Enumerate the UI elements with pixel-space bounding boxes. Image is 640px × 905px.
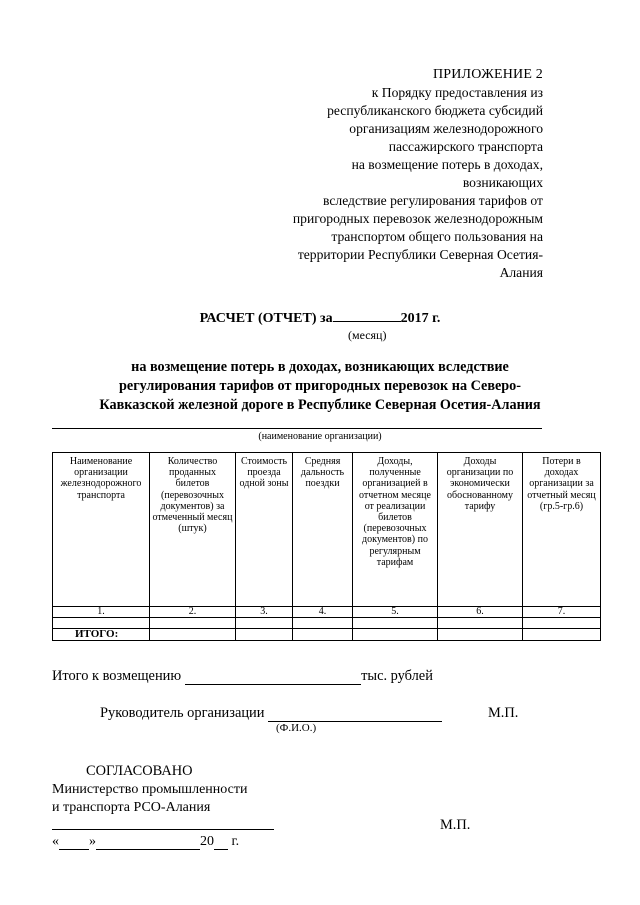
column-number: 2.	[150, 607, 236, 618]
table-cell[interactable]	[438, 618, 523, 629]
date-year: 20	[200, 834, 214, 849]
appendix-line: территории Республики Северная Осетия-	[297, 247, 543, 262]
signature-blank[interactable]	[268, 707, 442, 722]
month-blank[interactable]	[333, 309, 401, 322]
appendix-line: на возмещение потерь в доходах,	[351, 157, 543, 172]
appendix-line: Алания	[499, 265, 543, 280]
column-header: Потери в доходах организации за отчетный месяц (гр.5-гр.6)	[523, 453, 601, 607]
calculation-table	[52, 452, 601, 641]
subject-line: на возмещение потерь в доходах, возникающих вследствие	[131, 359, 509, 375]
appendix-line: республиканского бюджета субсидий	[327, 103, 543, 118]
date-open-quote: «	[52, 834, 59, 849]
ministry-block	[52, 781, 247, 817]
table-cell[interactable]	[236, 618, 293, 629]
column-number: 5.	[353, 607, 438, 618]
appendix-line: возникающих	[462, 175, 543, 190]
report-title-suffix: 2017 г.	[400, 311, 441, 326]
column-number: 7.	[523, 607, 601, 618]
appendix-line: пассажирского транспорта	[388, 139, 543, 154]
table-cell[interactable]	[438, 629, 523, 641]
column-header: Доходы, полученные организацией в отчетном месяце от реализации билетов (перевозочных документов) по регулярным тарифам	[353, 453, 438, 607]
day-blank[interactable]	[59, 836, 89, 850]
currency-label: тыс. рублей	[361, 668, 433, 684]
date-suffix: г.	[231, 834, 240, 849]
column-header: Стоимость проезда одной зоны	[236, 453, 293, 607]
date-line	[52, 834, 239, 850]
stamp-place: М.П.	[488, 705, 519, 721]
appendix-line: к Порядку предоставления из	[371, 85, 543, 100]
head-of-org-label: Руководитель организации	[100, 705, 265, 721]
total-to-compensation	[52, 668, 433, 685]
date-close-quote: »	[89, 834, 96, 849]
table-cell[interactable]	[353, 618, 438, 629]
table-row	[53, 607, 601, 618]
ministry-line: и транспорта РСО-Алания	[52, 800, 211, 815]
column-number: 3.	[236, 607, 293, 618]
month-caption: (месяц)	[348, 328, 387, 342]
month-name-blank[interactable]	[96, 836, 200, 850]
column-header: Количество проданных билетов (перевозочных документов) за отмеченный месяц (штук)	[150, 453, 236, 607]
org-name-blank[interactable]	[52, 428, 542, 429]
ministry-signature-blank[interactable]	[52, 829, 274, 830]
total-label: ИТОГО:	[53, 629, 150, 641]
org-caption: (наименование организации)	[258, 431, 382, 442]
column-header: Наименование организации железнодорожного транспорта	[53, 453, 150, 607]
year-blank[interactable]	[214, 836, 228, 850]
report-title	[0, 309, 640, 327]
appendix-line: транспортом общего пользования на	[331, 229, 543, 244]
table-cell[interactable]	[353, 629, 438, 641]
table-cell[interactable]	[523, 618, 601, 629]
table-cell[interactable]	[293, 618, 353, 629]
table-cell[interactable]	[150, 618, 236, 629]
subject-line: Кавказской железной дороге в Республике Северная Осетия-Алания	[99, 397, 541, 413]
agreed-label: СОГЛАСОВАНО	[86, 763, 193, 779]
column-header: Средняя дальность поездки	[293, 453, 353, 607]
column-number: 6.	[438, 607, 523, 618]
column-number: 1.	[53, 607, 150, 618]
report-subject	[0, 358, 640, 415]
to-compensation-label: Итого к возмещению	[52, 668, 182, 684]
table-total-row	[53, 629, 601, 641]
compensation-blank[interactable]	[185, 670, 361, 685]
table-cell[interactable]	[150, 629, 236, 641]
ministry-line: Министерство промышленности	[52, 782, 248, 797]
appendix-line: вследствие регулирования тарифов от	[323, 193, 543, 208]
report-title-prefix: РАСЧЕТ (ОТЧЕТ) за	[199, 311, 333, 326]
table-cell[interactable]	[53, 618, 150, 629]
appendix-title: ПРИЛОЖЕНИЕ 2	[432, 67, 543, 82]
table-row	[53, 618, 601, 629]
fio-caption: (Ф.И.О.)	[276, 722, 317, 734]
appendix-line: пригородных перевозок железнодорожным	[292, 211, 543, 226]
column-header: Доходы организации по экономически обоснованному тарифу	[438, 453, 523, 607]
appendix-header	[243, 66, 543, 282]
table-cell[interactable]	[236, 629, 293, 641]
appendix-line: организациям железнодорожного	[349, 121, 543, 136]
subject-line: регулирования тарифов от пригородных перевозок на Северо-	[119, 378, 521, 394]
head-of-org-line	[100, 705, 442, 722]
table-cell[interactable]	[523, 629, 601, 641]
table-cell[interactable]	[293, 629, 353, 641]
table-header-row	[53, 453, 601, 607]
column-number: 4.	[293, 607, 353, 618]
stamp-place-2: М.П.	[440, 817, 471, 833]
